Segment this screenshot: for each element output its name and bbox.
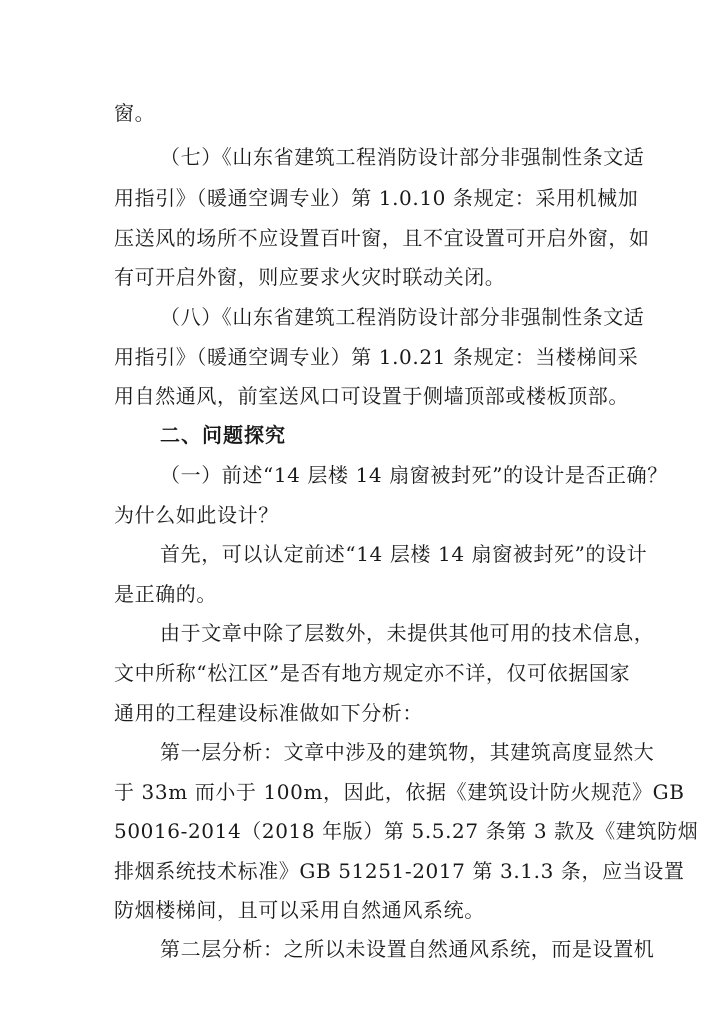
paragraph-line: 用指引》（暖通空调专业）第 1.0.21 条规定：当楼梯间采 bbox=[114, 345, 639, 369]
paragraph-line: 用指引》（暖通空调专业）第 1.0.10 条规定：采用机械加 bbox=[114, 186, 639, 210]
paragraph-line: 首先，可以认定前述“14 层楼 14 扇窗被封死”的设计 bbox=[160, 542, 648, 566]
paragraph-line: 第一层分析：文章中涉及的建筑物，其建筑高度显然大 bbox=[160, 740, 655, 764]
paragraph-line: （八）《山东省建筑工程消防设计部分非强制性条文适 bbox=[160, 305, 645, 329]
paragraph-line: 由于文章中除了层数外，未提供其他可用的技术信息， bbox=[160, 621, 655, 645]
paragraph-line: 是正确的。 bbox=[114, 582, 217, 606]
paragraph-line: 第二层分析：之所以未设置自然通风系统，而是设置机 bbox=[160, 937, 655, 961]
paragraph-line: 文中所称“松江区”是否有地方规定亦不详，仅可依据国家 bbox=[114, 661, 631, 685]
text-line: 窗。 bbox=[114, 101, 156, 125]
paragraph-line: （七）《山东省建筑工程消防设计部分非强制性条文适 bbox=[160, 145, 645, 169]
paragraph-line: 排烟系统技术标准》GB 51251-2017 第 3.1.3 条，应当设置 bbox=[114, 859, 685, 883]
paragraph-line: 防烟楼梯间，且可以采用自然通风系统。 bbox=[114, 898, 485, 922]
section-heading: 二、问题探究 bbox=[160, 423, 286, 447]
paragraph-line: 于 33m 而小于 100m，因此，依据《建筑设计防火规范》GB bbox=[114, 780, 685, 804]
paragraph-line: （一）前述“14 层楼 14 扇窗被封死”的设计是否正确？ bbox=[160, 463, 668, 487]
paragraph-line: 有可开启外窗，则应要求火灾时联动关闭。 bbox=[114, 265, 506, 289]
paragraph-line: 通用的工程建设标准做如下分析： bbox=[114, 701, 423, 725]
paragraph-line: 为什么如此设计？ bbox=[114, 503, 279, 527]
paragraph-line: 50016-2014（2018 年版）第 5.5.27 条第 3 款及《建筑防烟 bbox=[114, 819, 699, 843]
paragraph-line: 压送风的场所不应设置百叶窗，且不宜设置可开启外窗，如 bbox=[114, 226, 650, 250]
paragraph-line: 用自然通风，前室送风口可设置于侧墙顶部或楼板顶部。 bbox=[114, 384, 629, 408]
